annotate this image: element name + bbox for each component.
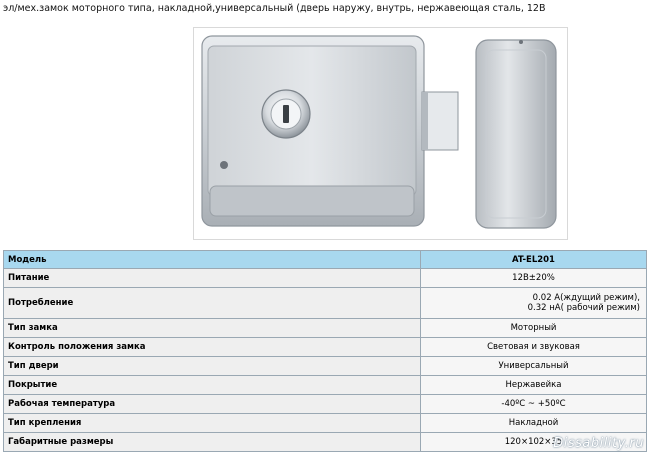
row-value: Моторный: [421, 319, 647, 338]
row-label: Контроль положения замка: [4, 338, 421, 357]
row-value: Световая и звуковая: [421, 338, 647, 357]
row-label: Тип крепления: [4, 414, 421, 433]
table-header-row: [4, 251, 647, 269]
row-value: Универсальный: [421, 357, 647, 376]
row-value: 12В±20%: [421, 269, 647, 288]
row-value: Накладной: [421, 414, 647, 433]
lock-product-image: [193, 27, 568, 240]
table-row: [4, 395, 647, 414]
table-row: [4, 433, 647, 452]
row-label: Тип замка: [4, 319, 421, 338]
row-label: Рабочая температура: [4, 395, 421, 414]
spec-table: [3, 250, 647, 452]
row-value: Нержавейка: [421, 376, 647, 395]
table-row: [4, 269, 647, 288]
header-value: AT-EL201: [421, 251, 647, 269]
row-value: -40ºC ~ +50ºC: [421, 395, 647, 414]
row-label: Покрытие: [4, 376, 421, 395]
row-value: 120×102×35: [421, 433, 647, 452]
row-value-line: 0.02 А(ждущий режим),: [532, 293, 640, 303]
table-row: [4, 319, 647, 338]
row-label: Питание: [4, 269, 421, 288]
row-label: Потребление: [4, 288, 421, 319]
header-label: Модель: [4, 251, 421, 269]
product-caption: эл/мех.замок моторного типа, накладной,универсальный (дверь наружу, внутрь, нержавеющая сталь, 12В: [3, 3, 546, 14]
table-row: [4, 376, 647, 395]
table-row: [4, 357, 647, 376]
row-value-line: 0.32 нА( рабочий режим): [527, 303, 640, 313]
table-row: [4, 288, 647, 319]
table-row: [4, 338, 647, 357]
site-watermark: Dissability.ru: [553, 436, 644, 451]
row-value: [421, 288, 647, 319]
table-row: [4, 414, 647, 433]
row-label: Тип двери: [4, 357, 421, 376]
row-label: Габаритные размеры: [4, 433, 421, 452]
